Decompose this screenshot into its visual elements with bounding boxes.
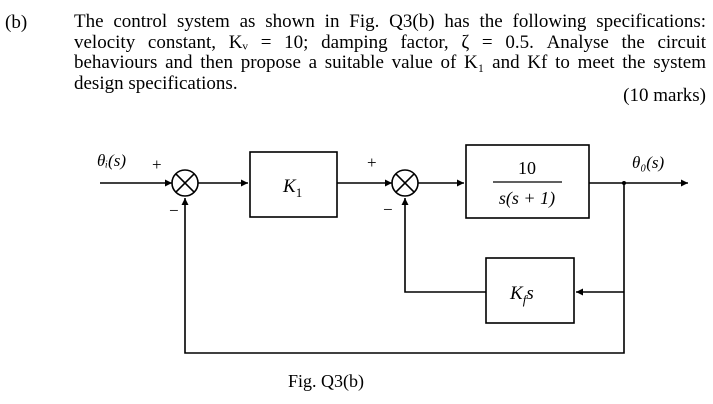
question-line-4: design specifications.	[74, 72, 238, 94]
plant-denominator: s(s + 1)	[498, 188, 556, 208]
k1-label: $K_1$	[283, 176, 303, 200]
marks-label: (10 marks)	[623, 85, 706, 106]
sum2-plus-sign: +	[367, 153, 377, 172]
feedback-label: $K_fs$	[510, 283, 534, 307]
figure-caption: Fig. Q3(b)	[288, 371, 364, 391]
summing-junction-1	[172, 170, 198, 196]
input-label: θᵢ(s)	[97, 151, 126, 170]
takeoff-point	[622, 181, 626, 185]
output-label: θ₀(s)	[632, 153, 665, 172]
sum1-plus-sign: +	[152, 155, 162, 174]
sum2-minus-sign: −	[383, 200, 393, 219]
question-label: (b)	[5, 12, 28, 33]
question-line-2: velocity constant, Kᵥ = 10; damping factor, ζ = 0.5. Analyse the circuit	[74, 31, 706, 53]
question-line-1: The control system as shown in Fig. Q3(b) has the following specifications:	[74, 11, 706, 32]
question-line-3: behaviours and then propose a suitable value of K₁ and Kf to meet the system	[74, 52, 706, 73]
summing-junction-2	[392, 170, 418, 196]
sum1-minus-sign: −	[169, 201, 179, 220]
plant-numerator: 10	[518, 158, 536, 178]
rate-feedback-out-path	[405, 198, 486, 292]
